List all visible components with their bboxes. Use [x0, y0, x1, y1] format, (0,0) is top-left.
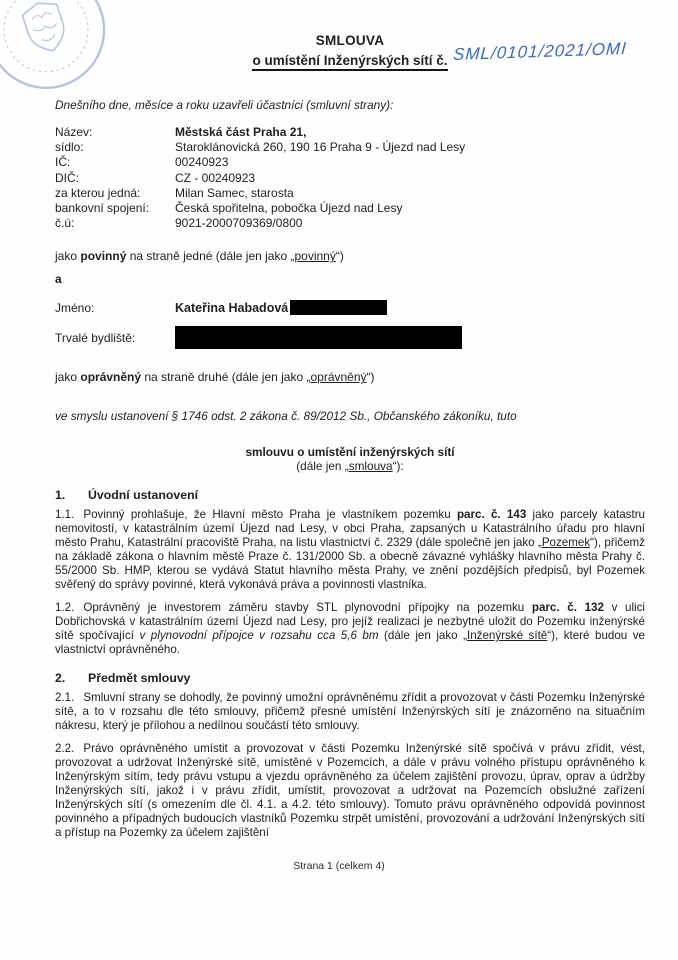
paragraph-text: Právo oprávněného umístit a provozovat v části Pozemku Inženýrské sítě spočívá v právu zřídit, vést, provozovat a udržovat Inženýrské sítě, umístěné v Pozemcích, a dále v právu volného přístupu oprávněného k Inženýrským sítím, tedy právu vstupu a vjezdu oprávněného za účelem zajištění provozu, úprav, oprav a údržby Inženýrských sítí, jakož i v právu zřídit, umístit, provozovat a udržovat na Pozemcích obslužné zařízení Inženýrských sítí (s omezením dle čl. 4.1. a 4.2. této smlouvy). Tomuto právu oprávněného odpovídá povinnost povinného a případných budoucích vlastníků Pozemku strpět umístění, provozování a udržování Inženýrských sítí a přístup na Pozemky za účelem zajištění — [55, 742, 645, 840]
document-title: SMLOUVA — [315, 33, 385, 48]
party1-row-banka — [55, 201, 645, 216]
field-value: CZ - 00240923 — [175, 170, 256, 185]
paragraph-1-1 — [55, 508, 645, 592]
section-title: Úvodní ustanovení — [88, 488, 198, 503]
paragraph-number: 1.2. — [55, 601, 75, 615]
paragraph-text: Povinný prohlašuje, že Hlavní město Praha je vlastníkem pozemku parc. č. 143 jako parcely katastru nemovitostí, v katastrálním území Újezd nad Lesy, v obci Praha, zapsaných u Katastrálního úřadu pro hlavní město Prahu, Katastrální pracoviště Praha, na listu vlastnictví č. 2329 (dále společně jen jako „Pozemek“), přičemž na základě zákona o hlavním městě Praze č. 131/2000 Sb. a obecně závazné vyhlášky hlavního města Prahy č. 55/2000 Sb. HMP, kterou se vydává Statut hlavního města Prahy, ve znění pozdějších předpisů, byl Pozemek svěřený do správy povinné, která vykonává práva a povinnosti vlastníka. — [55, 508, 646, 592]
paragraph-text: Smluvní strany se dohodly, že povinný umožní oprávněnému zřídit a provozovat v části Pozemku Inženýrské sítě, a to v rozsahu dle této smlouvy, přičemž přesné umístění Inženýrských sítí je znázorněno na situačním nákresu, který je přílohou a nedílnou součástí této smlouvy. — [55, 691, 645, 733]
paragraph-number: 2.2. — [55, 742, 75, 756]
field-label: č.ú: — [55, 216, 75, 231]
party1-row-ic — [55, 155, 645, 170]
field-value: 00240923 — [175, 155, 229, 170]
field-label: IČ: — [55, 155, 71, 170]
legal-clause-line: ve smyslu ustanovení § 1746 odst. 2 zákona č. 89/2012 Sb., Občanského zákoníku, tuto — [55, 409, 517, 424]
field-label: bankovní spojení: — [55, 201, 150, 216]
contract-subtitle-note: (dále jen „smlouva“): — [296, 459, 404, 474]
role-opravneny-line: jako oprávněný na straně druhé (dále jen jako „oprávněný“) — [55, 370, 375, 385]
field-value: Milan Samec, starosta — [175, 185, 294, 200]
contract-subtitle: smlouvu o umístění inženýrských sítí — [245, 445, 455, 460]
page-number-footer: Strana 1 (celkem 4) — [293, 860, 385, 872]
handwritten-contract-number: SML/0101/2021/OMI — [452, 38, 628, 65]
party2-address-row — [55, 326, 645, 349]
field-label: za kterou jedná: — [55, 185, 141, 200]
party2-name: Kateřina Habadová — [175, 300, 289, 315]
paragraph-text: Oprávněný je investorem záměru stavby STL plynovodní přípojky na pozemku parc. č. 132 v ulici Dobřichovská v katastrálním území Újezd nad Lesy, pro jejíž realizaci je nezbytné uložit do Pozemku inženýrské sítě spočívající v plynovodní přípojce v rozsahu cca 5,6 bm (dále jen jako „Inženýrské sítě“), které budou ve vlastnictví oprávněného. — [55, 601, 645, 657]
field-label: Trvalé bydliště: — [55, 330, 136, 345]
party2-name-row — [55, 300, 645, 315]
section-number: 2. — [55, 671, 66, 686]
field-label: Jméno: — [55, 300, 95, 315]
field-value: Česká spořitelna, pobočka Újezd nad Lesy — [175, 201, 403, 216]
role-povinny-line: jako povinný na straně jedné (dále jen jako „povinný“) — [55, 249, 344, 264]
field-label: sídlo: — [55, 140, 84, 155]
paragraph-2-1 — [55, 691, 645, 733]
document-header — [55, 0, 645, 71]
intro-line: Dnešního dne, měsíce a roku uzavřeli účastníci (smluvní strany): — [55, 98, 394, 112]
document-subtitle: o umístění Inženýrských sítí č. — [252, 53, 447, 71]
redaction-box — [175, 326, 462, 349]
party1-row-sidlo — [55, 140, 645, 155]
paragraph-number: 2.1. — [55, 691, 75, 705]
party1-row-nazev — [55, 125, 645, 140]
party1-row-jedna — [55, 186, 645, 201]
field-value: Staroklánovická 260, 190 16 Praha 9 - Újezd nad Lesy — [175, 140, 466, 155]
field-label: Název: — [55, 125, 93, 139]
conjunction-a: a — [55, 272, 62, 287]
section-1-heading — [55, 488, 645, 502]
section-number: 1. — [55, 488, 66, 503]
paragraph-number: 1.1. — [55, 508, 75, 522]
paragraph-2-2 — [55, 742, 645, 840]
paragraph-1-2 — [55, 601, 645, 657]
field-value: Městská část Praha 21, — [175, 125, 307, 139]
party1-details — [55, 125, 645, 231]
contract-subtitle-block — [55, 445, 645, 473]
party1-row-dic — [55, 171, 645, 186]
redaction-box — [290, 300, 387, 315]
party1-row-ucet — [55, 216, 645, 231]
section-2-heading — [55, 671, 645, 685]
field-value: 9021-2000709369/0800 — [175, 216, 303, 231]
field-label: DIČ: — [55, 170, 79, 185]
section-title: Předmět smlouvy — [88, 671, 191, 686]
